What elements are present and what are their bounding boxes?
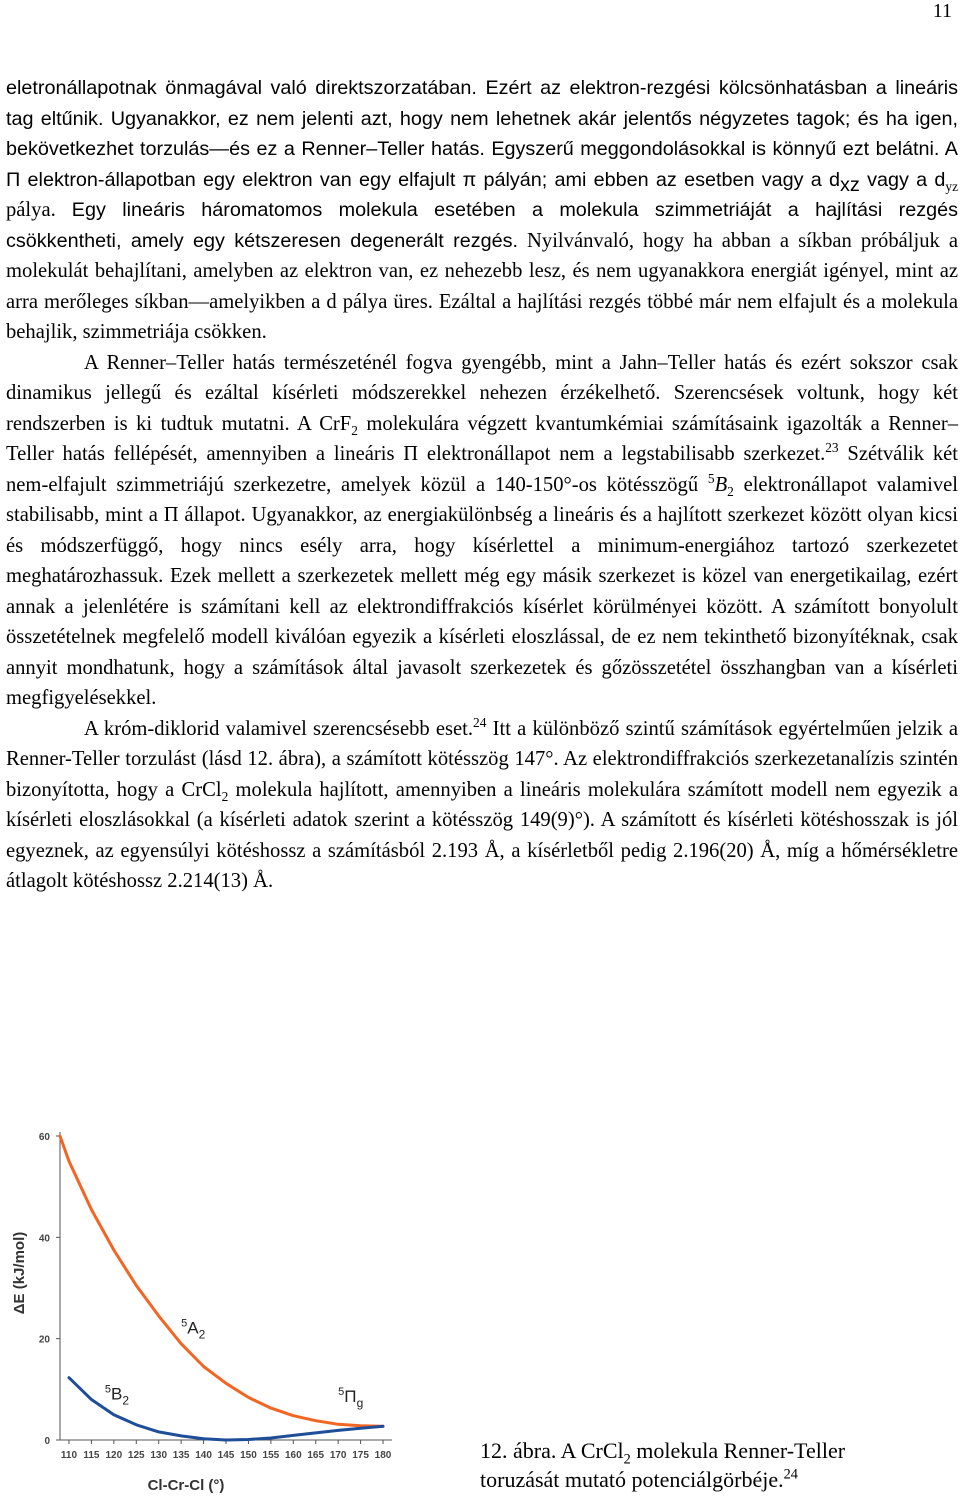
text-run: eletronállapotnak önmagával való direktszorzatában. Ezért az elektron-rezgési kölcsönhatásban a lineáris tag eltűnik. Ugyanakkor, ez nem jelenti azt, hogy nem lehetnek akár jelentős négyzetes tagok; és ha igen, bekövetkezhet torzulás—és ez a Renner–Teller hatás. Egyszerű meggondolásokkal is könnyű ezt belátni. A Π elektron-állapotban egy elektron van egy elfajult π pályán; ami ebben az esetben vagy a d bbox=[6, 77, 958, 191]
x-tick-label: 140 bbox=[195, 1450, 212, 1461]
caption-reference: 24 bbox=[783, 1466, 798, 1483]
x-tick-label: 135 bbox=[172, 1450, 190, 1461]
potential-curve-chart bbox=[0, 1118, 420, 1499]
x-tick-label: 145 bbox=[217, 1450, 235, 1461]
text-run: vagy a d bbox=[859, 168, 946, 191]
text-run: molekula hajlított, amennyiben a lineáris molekulára számított modell nem egyezik a kísérleti eloszlásokkal (a kísérleti adatok szerint a kötésszög 149(9)°). A számított és kísérleti kötéshosszak is jól egyeznek, az egyensúlyi kötéshossz a számításból 2.193 Å, a kísérletből pedig 2.196(20) Å, míg a hőmérsékletre átlagolt kötéshossz 2.214(13) Å. bbox=[6, 778, 958, 892]
superscript: 24 bbox=[473, 714, 487, 730]
y-tick-label: 20 bbox=[38, 1334, 50, 1346]
caption-line-2 bbox=[480, 1465, 950, 1494]
subscript: 2 bbox=[727, 483, 734, 499]
figure-caption bbox=[480, 1436, 950, 1494]
y-axis-title: ΔE (kJ/mol) bbox=[11, 1231, 28, 1315]
y-tick-label: 40 bbox=[38, 1233, 50, 1245]
x-tick-label: 150 bbox=[240, 1450, 257, 1461]
paragraph bbox=[6, 73, 958, 348]
subscript: 2 bbox=[351, 422, 358, 438]
x-axis-title: Cl-Cr-Cl (°) bbox=[147, 1477, 225, 1494]
subscript: 2 bbox=[221, 788, 229, 804]
caption-line-1 bbox=[480, 1436, 950, 1468]
y-tick-label: 0 bbox=[44, 1436, 50, 1447]
paragraph bbox=[6, 348, 958, 714]
caption-text-2: toruzását mutató potenciálgörbéje. bbox=[480, 1467, 784, 1492]
page-number: 11 bbox=[932, 0, 952, 22]
x-tick-label: 120 bbox=[105, 1450, 123, 1461]
x-tick-label: 165 bbox=[307, 1450, 325, 1461]
text-run: pálya. bbox=[6, 199, 72, 221]
text-run: molekulára végzett kvantumkémiai számításaink igazolták a Renner–Teller hatás fellépését, amennyiben a lineáris Π elektronállapot nem a legstabilisabb szerkezet. bbox=[6, 412, 958, 465]
superscript: 23 bbox=[825, 440, 839, 456]
paragraph bbox=[6, 714, 958, 897]
x-tick-label: 130 bbox=[150, 1450, 168, 1461]
superscript: 5 bbox=[707, 470, 715, 486]
x-tick-label: 160 bbox=[284, 1450, 302, 1461]
x-tick-label: 115 bbox=[83, 1450, 100, 1461]
text-run: A króm-diklorid valamivel szerencsésebb eset. bbox=[84, 717, 474, 740]
text-run: Szétválik két nem-elfajult szimmetriájú szerkezetre, amelyek közül a 140-150°-os kötésszögű bbox=[6, 443, 958, 496]
x-tick-label: 125 bbox=[127, 1450, 145, 1461]
subscript: yz bbox=[945, 178, 958, 194]
state-label-pi-g: $^5\Pi_g$ bbox=[338, 1386, 364, 1410]
series-label-b2: $^5B_2$ bbox=[104, 1383, 130, 1408]
x-tick-label: 110 bbox=[60, 1450, 78, 1461]
caption-text-1a: 12. ábra. A CrCl bbox=[480, 1438, 624, 1463]
text-run: Nyilvánvaló, hogy ha abban a síkban próbáljuk a molekulát behajlítani, amelyben az elektron van, ez nehezebb lesz, és nem ugyanakkora energiát igényel, mint az arra merőleges síkban—amelyikben a d pálya üres. Ezáltal a hajlítási rezgés többé már nem elfajult és a molekula behajlik, szimmetriája csökken. bbox=[6, 229, 958, 343]
caption-text-1b: molekula Renner-Teller bbox=[630, 1438, 846, 1463]
x-tick-label: 180 bbox=[374, 1450, 392, 1461]
series-label-a2: $^5A_2$ bbox=[181, 1317, 206, 1342]
caption-subscript: 2 bbox=[623, 1451, 631, 1468]
text-run: B bbox=[714, 473, 728, 496]
subscript: xz bbox=[840, 173, 860, 196]
text-run: A Renner–Teller hatás természeténél fogva gyengébb, mint a Jahn–Teller hatás és ezért sokszor csak dinamikus jellegű és ezáltal kísérleti módszerekkel nehezen érzékelhető. Szerencsések voltunk, hogy két rendszerben is ki tudtuk mutatni. A CrF bbox=[6, 351, 958, 435]
text-run: Egy lineáris háromatomos molekula esetében a molekula szimmetriáját a hajlítási rezgés csökkentheti, amely egy kétszeresen degenerált rezgés. bbox=[6, 199, 958, 252]
text-run: elektronállapot valamivel stabilisabb, mint a Π állapot. Ugyanakkor, az energiakülönbség a lineáris és a hajlított szerkezet között olyan kicsi és módszerfüggő, hogy nincs esély arra, hogy kísérlettel a minimum-energiához tartozó szerkezetet meghatározhassuk. Ezek mellett a szerkezetek mellett még egy másik szerkezet is közel van energetikailag, ezért annak a jelenlétére is számítani kell az elektrondiffrakciós kísérlet körülményei között. A számított bonyolult összetételnek megfelelő modell kiválóan egyezik a kísérleti eloszlással, de ez nem tekinthető bizonyítéknak, csak annyit mondhatunk, hogy a számítások által javasolt szerkezetek és gőzösszetétel összhangban van a kísérleti megfigyelésekkel. bbox=[6, 473, 958, 709]
x-tick-label: 155 bbox=[262, 1450, 280, 1461]
body-text bbox=[6, 73, 958, 897]
text-run: Itt a különböző szintű számítások egyértelműen jelzik a Renner-Teller torzulást (lásd 12. ábra), a számított kötésszög 147°. Az elektrondiffrakciós szerkezetanalízis szintén bizonyította, hogy a CrCl bbox=[6, 717, 958, 801]
x-tick-label: 170 bbox=[329, 1450, 347, 1461]
y-tick-label: 60 bbox=[38, 1132, 50, 1143]
x-tick-label: 175 bbox=[352, 1450, 369, 1461]
